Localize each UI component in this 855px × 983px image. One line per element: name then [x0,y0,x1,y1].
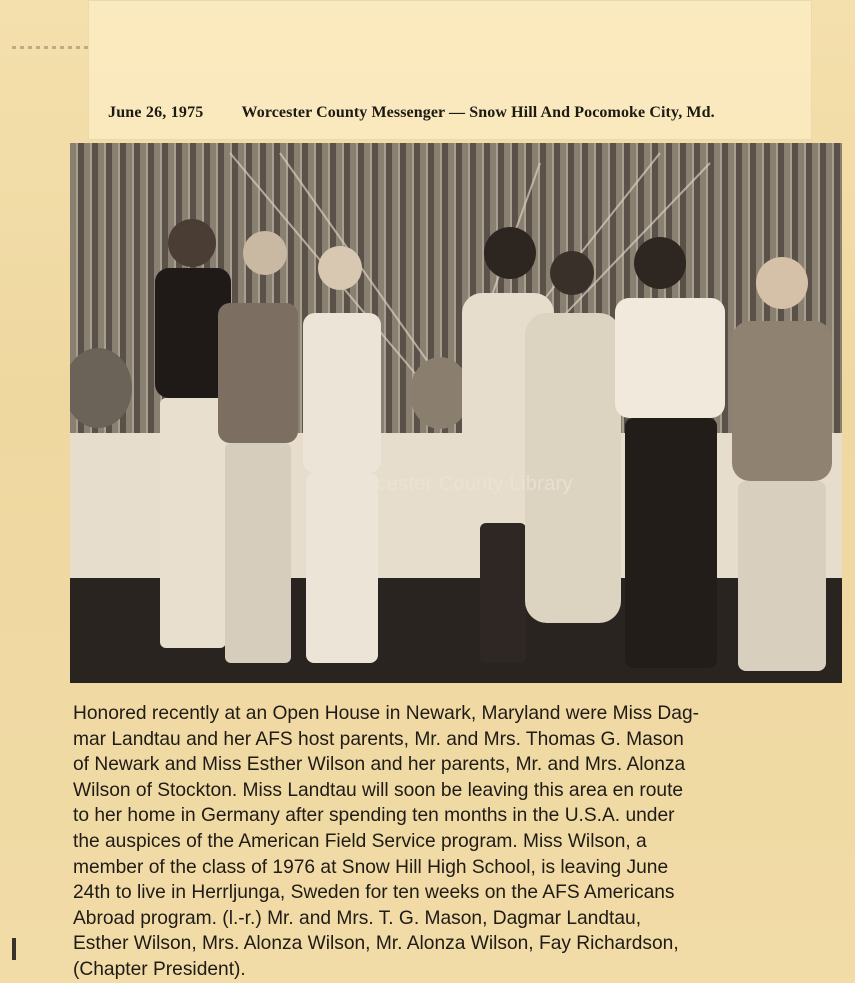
caption-line: (Chapter President). [73,958,246,980]
caption-line: Wilson of Stockton. Miss Landtau will soon be leaving this area en route [73,779,684,801]
library-watermark: Worcester County Library [339,473,573,495]
perforation-mark [12,46,92,49]
caption-line: 24th to live in Herrljunga, Sweden for ten weeks on the AFS Americans [73,882,675,904]
person-6 [615,237,725,668]
caption-line: to her home in Germany after spending ten months in the U.S.A. under [73,805,675,827]
caption-line: mar Landtau and her AFS host parents, Mr. and Mrs. Thomas G. Mason [73,728,684,750]
caption-line: Honored recently at an Open House in Newark, Maryland were Miss Dag- [73,703,700,724]
vase [410,357,470,429]
publication-name: Worcester County Messenger — Snow Hill And Pocomoke City, Md. [241,104,715,121]
caption-line: the auspices of the American Field Service program. Miss Wilson, a [73,830,647,852]
caption-line: Abroad program. (l.-r.) Mr. and Mrs. T. G. Mason, Dagmar Landtau, [73,907,642,929]
caption-line: of Newark and Miss Esther Wilson and her parents, Mr. and Mrs. Alonza [73,754,686,776]
caption-line: member of the class of 1976 at Snow Hill High School, is leaving June [73,856,669,878]
margin-mark [12,938,16,960]
clipping-header [108,104,828,132]
caption-line: Esther Wilson, Mrs. Alonza Wilson, Mr. Alonza Wilson, Fay Richardson, [73,933,679,955]
photo-caption [73,701,839,983]
group-photo-illustration [70,143,842,683]
publication-date: June 26, 1975 [108,104,204,121]
group-photo [70,143,842,683]
